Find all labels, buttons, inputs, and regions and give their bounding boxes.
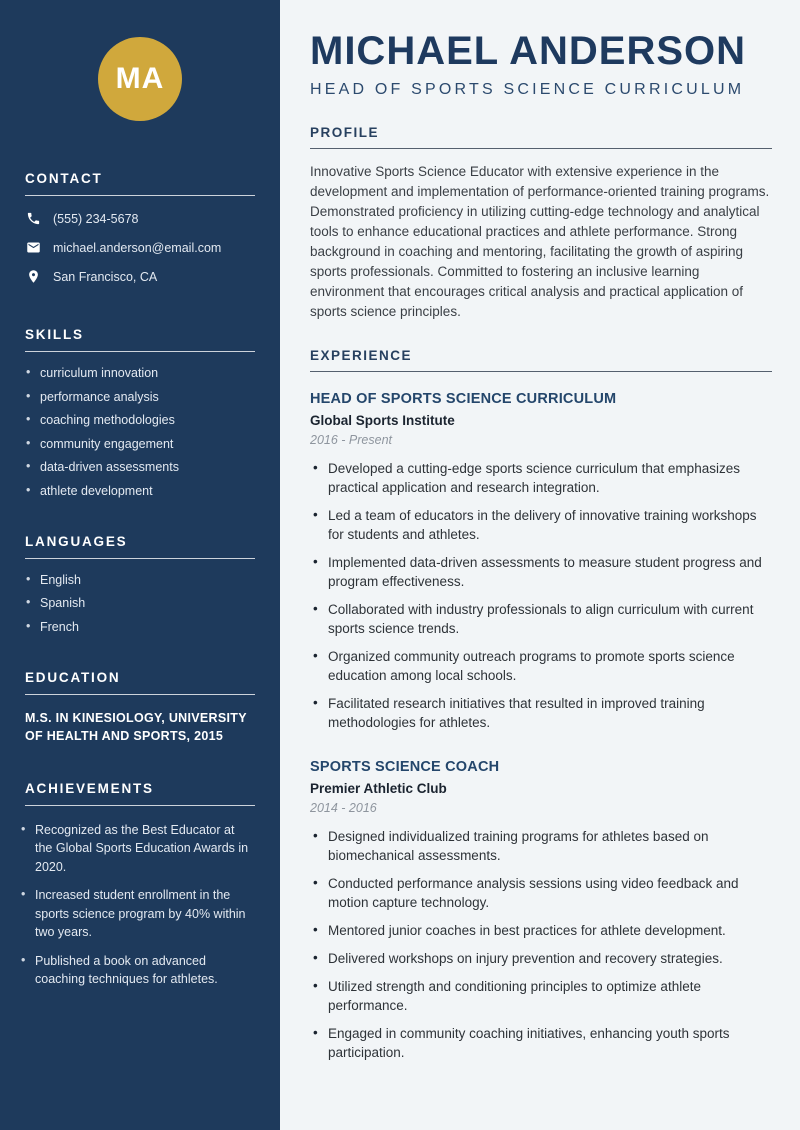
profile-section (310, 125, 772, 322)
profile-summary: Innovative Sports Science Educator with extensive experience in the development and implementation of performance-oriented training programs. Demonstrated proficiency in utilizing cutting-edge technology and analytical tools to enhance educational practices and athlete performance. Strong background in coaching and mentoring, facilitating the growth of aspiring sports professionals. Committed to fostering an inclusive learning environment that encourages critical analysis and practical application of sports science principles. (310, 164, 770, 319)
job-bullet: • Organized community outreach programs to promote sports science education among local schools. (310, 647, 772, 685)
achievements-section-title: ACHIEVEMENTS (25, 780, 154, 796)
skill-item: • data-driven assessments (25, 460, 255, 474)
languages-section (25, 534, 255, 634)
education-section (25, 670, 255, 745)
achievements-section (25, 781, 255, 989)
job-dates: 2016 - Present (310, 433, 392, 447)
achievements-list (13, 821, 255, 989)
language-item: • French (25, 620, 255, 634)
achievement-item: • Increased student enrollment in the sports science program by 40% within two years. (13, 886, 255, 942)
job-bullet: • Engaged in community coaching initiatives, enhancing youth sports participation. (310, 1024, 772, 1062)
job-bullet: • Collaborated with industry professionals to align curriculum with current sports science trends. (310, 600, 772, 638)
contact-section-title: CONTACT (25, 171, 103, 186)
experience-section (310, 348, 772, 1062)
skill-item: • athlete development (25, 484, 255, 498)
job-role: HEAD OF SPORTS SCIENCE CURRICULUM (310, 391, 617, 407)
email-icon (25, 240, 41, 256)
job-bullet: • Led a team of educators in the delivery of innovative training workshops for students and athletes. (310, 506, 772, 544)
section-divider (25, 694, 255, 695)
job-company: Premier Athletic Club (310, 781, 447, 796)
job-bullet: • Conducted performance analysis sessions using video feedback and motion capture technology. (310, 874, 772, 912)
language-item: • Spanish (25, 596, 255, 610)
section-divider (25, 805, 255, 806)
contact-list (25, 204, 255, 291)
section-divider (310, 148, 772, 149)
education-section-title: EDUCATION (25, 669, 121, 685)
phone-number: (555) 234-5678 (53, 211, 139, 226)
skill-item: • curriculum innovation (25, 366, 255, 380)
job-bullet: • Designed individualized training programs for athletes based on biomechanical assessments. (310, 827, 772, 865)
contact-section (25, 171, 255, 291)
person-name: MICHAEL ANDERSON (310, 29, 747, 73)
job-entry (310, 759, 772, 1062)
section-divider (310, 371, 772, 372)
job-entry (310, 391, 772, 732)
job-bullet: • Developed a cutting-edge sports science curriculum that emphasizes practical application and research integration. (310, 459, 772, 497)
skill-item: • community engagement (25, 437, 255, 451)
email-address: michael.anderson@email.com (53, 240, 222, 255)
section-divider (25, 558, 255, 559)
skills-section (25, 327, 255, 498)
job-bullet: • Utilized strength and conditioning principles to optimize athlete performance. (310, 977, 772, 1015)
job-bullet: • Implemented data-driven assessments to measure student progress and program effectiveness. (310, 553, 772, 591)
job-bullet: • Facilitated research initiatives that resulted in improved training methodologies for athletes. (310, 694, 772, 732)
skill-item: • performance analysis (25, 390, 255, 404)
job-dates: 2014 - 2016 (310, 801, 377, 815)
main-content (280, 0, 800, 1130)
skills-list (25, 366, 255, 498)
skill-item: • coaching methodologies (25, 413, 255, 427)
language-item: • English (25, 573, 255, 587)
job-role: SPORTS SCIENCE COACH (310, 759, 500, 775)
job-company: Global Sports Institute (310, 413, 455, 428)
skills-section-title: SKILLS (25, 327, 84, 342)
phone-icon (25, 211, 41, 227)
education-degree: M.S. IN KINESIOLOGY, UNIVERSITY OF HEALTH AND SPORTS, 2015 (25, 710, 247, 743)
languages-list (25, 573, 255, 634)
experience-section-title: EXPERIENCE (310, 348, 413, 363)
sidebar (0, 0, 280, 1130)
job-bullet: • Mentored junior coaches in best practices for athlete development. (310, 921, 772, 940)
contact-item-email (25, 233, 255, 262)
person-title: HEAD OF SPORTS SCIENCE CURRICULUM (310, 81, 745, 98)
section-divider (25, 195, 255, 196)
avatar (98, 37, 182, 121)
achievement-item: • Published a book on advanced coaching techniques for athletes. (13, 952, 255, 989)
location-icon (25, 269, 41, 285)
contact-item-location (25, 262, 255, 291)
job-bullet: • Delivered workshops on injury prevention and recovery strategies. (310, 949, 772, 968)
job-bullet-list (310, 827, 772, 1062)
section-divider (25, 351, 255, 352)
job-bullet-list (310, 459, 772, 732)
languages-section-title: LANGUAGES (25, 533, 128, 549)
achievement-item: • Recognized as the Best Educator at the Global Sports Education Awards in 2020. (13, 821, 255, 877)
profile-section-title: PROFILE (310, 125, 380, 140)
contact-item-phone (25, 204, 255, 233)
location-text: San Francisco, CA (53, 269, 158, 284)
avatar-initials: MA (115, 62, 165, 95)
